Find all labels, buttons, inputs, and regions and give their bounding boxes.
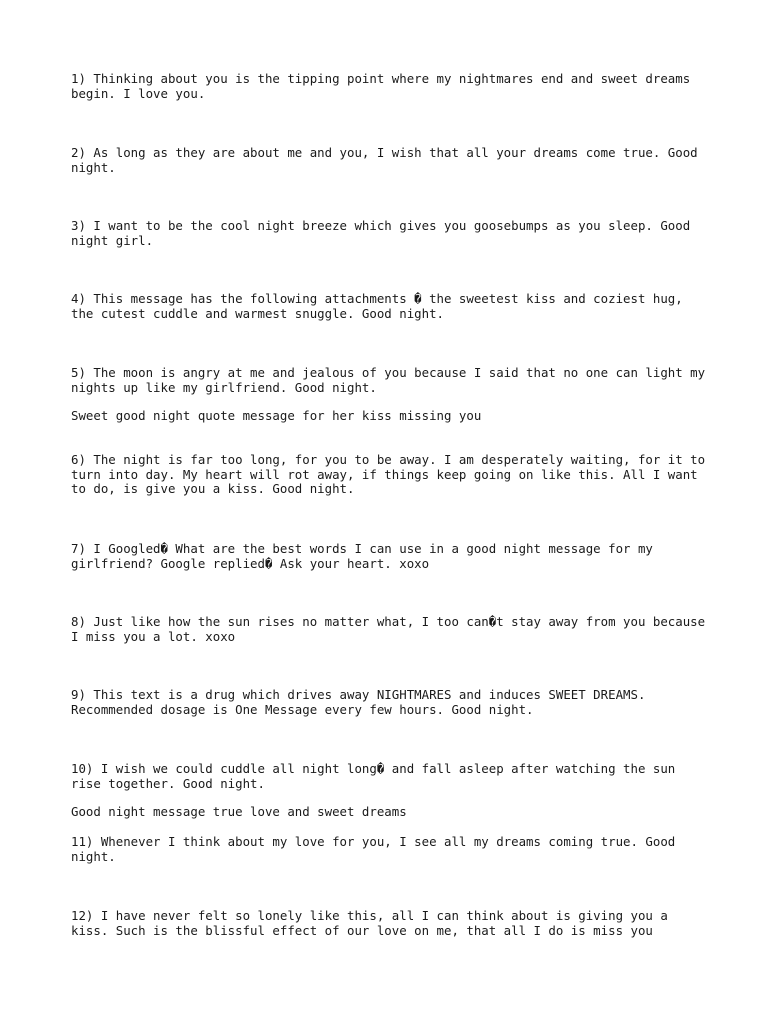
section-heading-true-love: Good night message true love and sweet dreams: [71, 804, 407, 819]
paragraph-12: 12) I have never felt so lonely like this, all I can think about is giving you a kiss. Such is the blissful effect of our love on me, that all I do is miss you: [71, 908, 676, 938]
paragraph-3: 3) I want to be the cool night breeze which gives you goosebumps as you sleep. Good night girl.: [71, 218, 698, 248]
paragraph-10: 10) I wish we could cuddle all night long� and fall asleep after watching the sun rise together. Good night.: [71, 761, 683, 791]
paragraph-6: 6) The night is far too long, for you to be away. I am desperately waiting, for it to turn into day. My heart will rot away, if things keep going on like this. All I want to do, is give you a kiss. Good night.: [71, 452, 713, 497]
paragraph-7: 7) I Googled� What are the best words I can use in a good night message for my girlfriend? Google replied� Ask your heart. xoxo: [71, 541, 661, 571]
section-heading-sweet-good-night: Sweet good night quote message for her kiss missing you: [71, 408, 482, 423]
paragraph-5: 5) The moon is angry at me and jealous of you because I said that no one can light my nights up like my girlfriend. Good night.: [71, 365, 713, 395]
paragraph-2: 2) As long as they are about me and you, I wish that all your dreams come true. Good night.: [71, 145, 706, 175]
paragraph-11: 11) Whenever I think about my love for you, I see all my dreams coming true. Good night.: [71, 834, 683, 864]
paragraph-4: 4) This message has the following attachments � the sweetest kiss and coziest hug, the cutest cuddle and warmest snuggle. Good night.: [71, 291, 691, 321]
paragraph-9: 9) This text is a drug which drives away NIGHTMARES and induces SWEET DREAMS. Recommended dosage is One Message every few hours. Good night.: [71, 687, 653, 717]
paragraph-1: 1) Thinking about you is the tipping point where my nightmares end and sweet dreams begin. I love you.: [71, 71, 698, 101]
paragraph-8: 8) Just like how the sun rises no matter what, I too can�t stay away from you because I miss you a lot. xoxo: [71, 614, 713, 644]
